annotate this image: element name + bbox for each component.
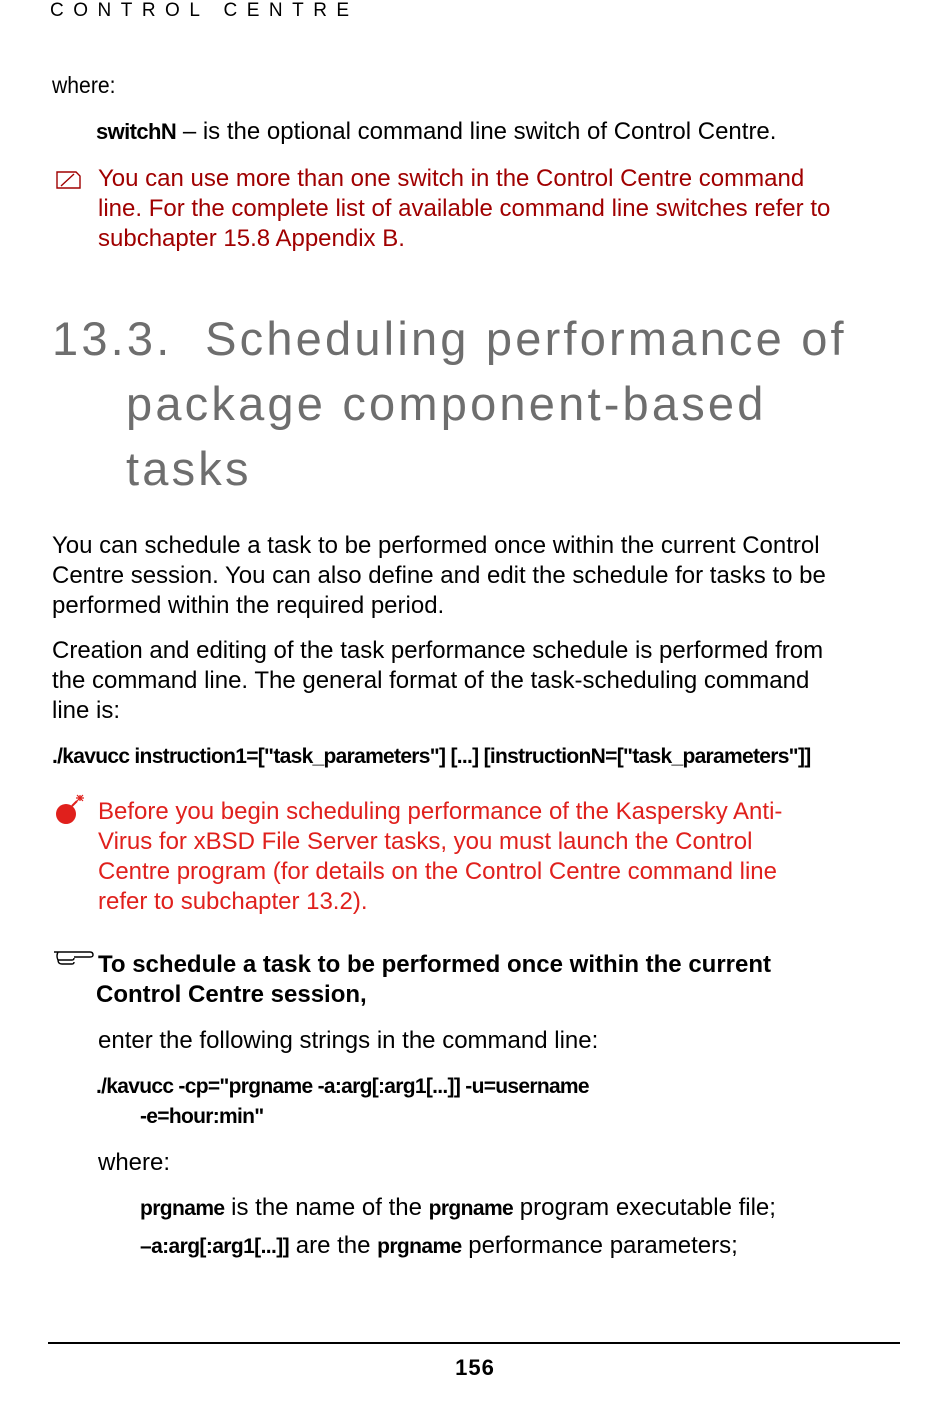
section-number: 13.3. bbox=[52, 312, 173, 365]
definition-term: prgname bbox=[140, 1197, 225, 1220]
where-label-2: where: bbox=[98, 1149, 171, 1176]
pencil-note-icon bbox=[54, 168, 84, 192]
where-label: where: bbox=[52, 72, 116, 98]
procedure-heading bbox=[96, 950, 771, 1010]
note-line: You can use more than one switch in the Control Centre command bbox=[98, 165, 805, 192]
warning-line: Centre program (for details on the Control Centre command line bbox=[98, 858, 777, 885]
paragraph-line: Centre session. You can also define and edit the schedule for tasks to be bbox=[52, 562, 826, 589]
bomb-warning-icon bbox=[52, 792, 96, 826]
running-head: CONTROL CENTRE bbox=[50, 0, 359, 21]
switch-description: – is the optional command line switch of Control Centre. bbox=[176, 118, 777, 145]
section-title-line2: package component-based bbox=[126, 377, 767, 430]
procedure-heading-line1: To schedule a task to be performed once within the current bbox=[98, 951, 772, 978]
footer-rule bbox=[48, 1342, 900, 1344]
paragraph-line: performed within the required period. bbox=[52, 592, 445, 619]
note-line: line. For the complete list of available command line switches refer to bbox=[98, 195, 831, 222]
definition-term: prgname bbox=[377, 1235, 462, 1258]
warning-block bbox=[98, 797, 782, 917]
definition-prgname bbox=[140, 1193, 776, 1224]
definition-text: is the name of the bbox=[224, 1194, 429, 1221]
command-format: ./kavucc instruction1=["task_parameters"] [...] [instructionN=["task_parameters"]] bbox=[52, 745, 811, 768]
paragraph-line: Creation and editing of the task performance schedule is performed from bbox=[52, 637, 824, 664]
paragraph-1 bbox=[52, 531, 826, 621]
note-line: subchapter 15.8 Appendix B. bbox=[98, 225, 405, 252]
section-title-line3: tasks bbox=[126, 442, 252, 495]
paragraph-2 bbox=[52, 636, 823, 726]
definition-text: are the bbox=[289, 1232, 378, 1259]
procedure-heading-line2: Control Centre session, bbox=[96, 981, 367, 1008]
page-number: 156 bbox=[455, 1355, 495, 1380]
note-block bbox=[98, 164, 830, 254]
warning-line: refer to subchapter 13.2). bbox=[98, 888, 368, 915]
definition-text: performance parameters; bbox=[461, 1232, 738, 1259]
warning-line: Before you begin scheduling performance of the Kaspersky Anti- bbox=[98, 798, 783, 825]
schedule-command-line1: ./kavucc -cp="prgname -a:arg[:arg1[...]] -u=username bbox=[96, 1075, 589, 1098]
pointing-hand-icon bbox=[52, 946, 94, 968]
definition-text: program executable file; bbox=[513, 1194, 776, 1221]
schedule-command-line2: -e=hour:min" bbox=[140, 1105, 264, 1128]
definition-term: prgname bbox=[428, 1197, 514, 1220]
paragraph-line: You can schedule a task to be performed once within the current Control bbox=[52, 532, 820, 559]
switch-definition bbox=[96, 117, 776, 147]
paragraph-line: line is: bbox=[52, 697, 121, 724]
section-heading bbox=[52, 306, 847, 501]
section-title-line1: Scheduling performance of bbox=[205, 312, 847, 365]
warning-line: Virus for xBSD File Server tasks, you must launch the Control bbox=[98, 828, 753, 855]
definition-arguments bbox=[140, 1231, 738, 1262]
paragraph-line: the command line. The general format of the task-scheduling command bbox=[52, 667, 810, 694]
procedure-intro: enter the following strings in the command line: bbox=[98, 1027, 599, 1054]
switch-term: switchN bbox=[96, 119, 177, 144]
definition-term: –a:arg[:arg1[...]] bbox=[140, 1235, 290, 1258]
